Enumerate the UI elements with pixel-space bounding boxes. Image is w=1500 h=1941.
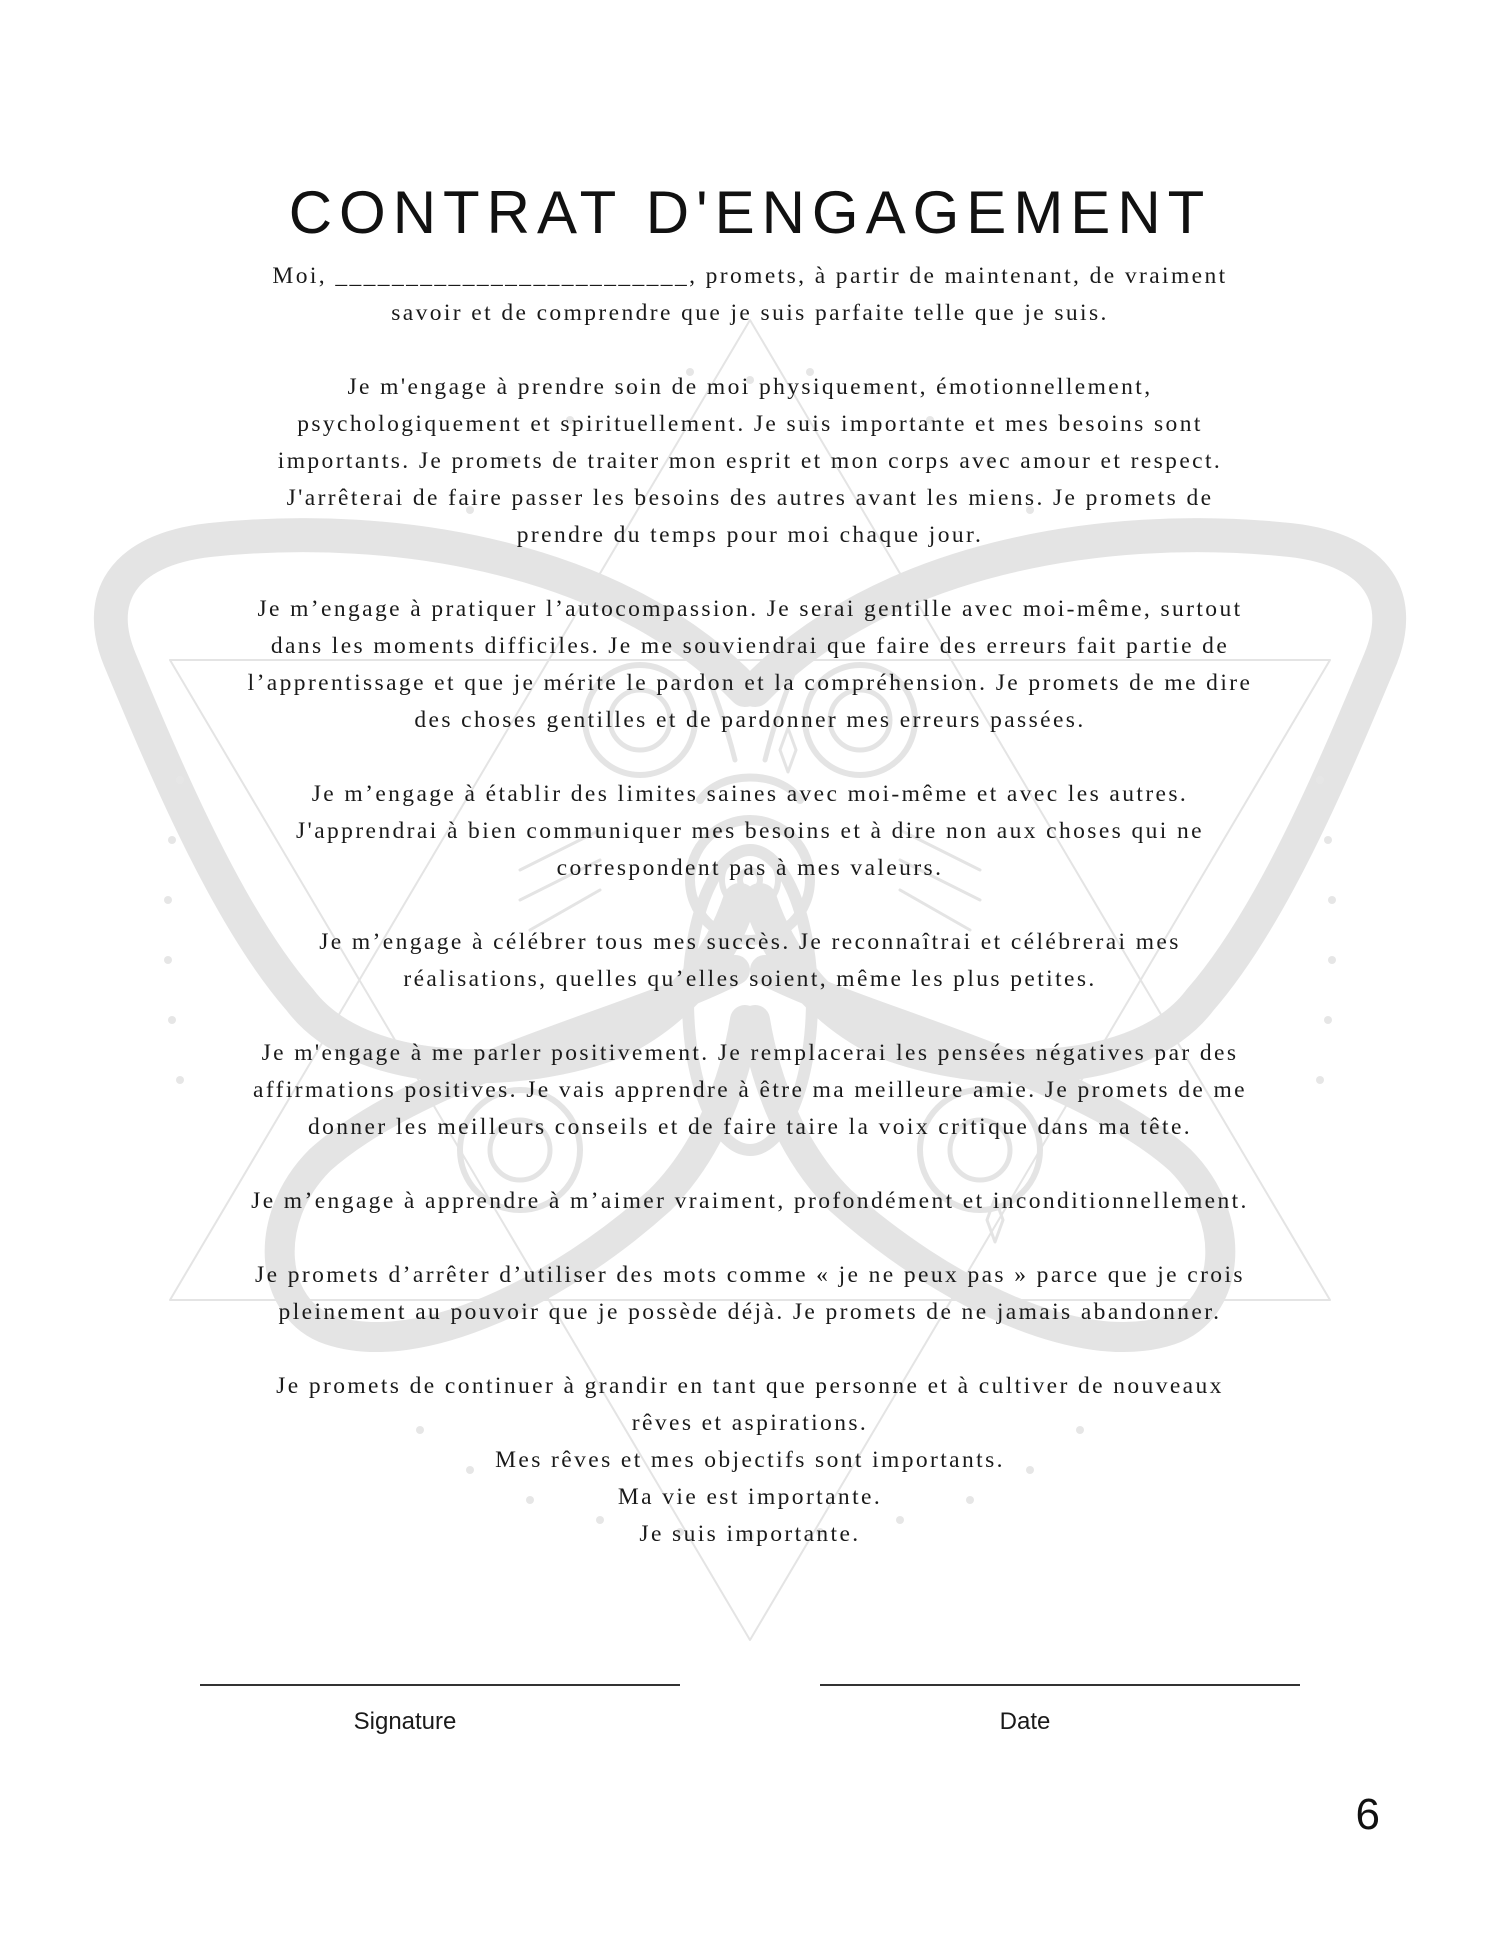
text-line: prendre du temps pour moi chaque jour.	[516, 522, 984, 548]
text-line: donner les meilleurs conseils et de faire taire la voix critique dans ma tête.	[307, 1114, 1193, 1140]
text-line: Moi, _________________________, promets, à partir de maintenant, de vraiment	[272, 263, 1228, 289]
text-line: Je m’engage à pratiquer l’autocompassion. Je serai gentille avec moi-même, surtout	[257, 596, 1243, 622]
page-number: 6	[1355, 1790, 1380, 1839]
text-line: Je promets d’arrêter d’utiliser des mots comme « je ne peux pas » parce que je crois	[255, 1262, 1245, 1288]
text-line: importants. Je promets de traiter mon esprit et mon corps avec amour et respect.	[277, 448, 1223, 474]
contract-body	[150, 258, 1350, 1553]
text-line: Ma vie est importante.	[617, 1484, 883, 1510]
date-line[interactable]	[820, 1684, 1300, 1686]
signature-line[interactable]	[200, 1684, 680, 1686]
text-line: J'apprendrai à bien communiquer mes besoins et à dire non aux choses qui ne	[296, 818, 1204, 844]
paragraph-belief	[150, 1257, 1350, 1331]
text-line: Je m’engage à célébrer tous mes succès. Je reconnaîtrai et célébrerai mes	[319, 929, 1181, 955]
paragraph-positive-talk	[150, 1035, 1350, 1146]
paragraph-celebrate	[150, 924, 1350, 998]
text-line: Je suis importante.	[639, 1521, 861, 1547]
text-line: psychologiquement et spirituellement. Je suis importante et mes besoins sont	[297, 411, 1203, 437]
text-line: Je m'engage à me parler positivement. Je remplacerai les pensées négatives par des	[261, 1040, 1239, 1066]
paragraph-growth	[150, 1368, 1350, 1553]
text-line: rêves et aspirations.	[631, 1410, 869, 1436]
text-line: Je m’engage à établir des limites saines avec moi-même et avec les autres.	[311, 781, 1189, 807]
paragraph-self-love	[150, 1183, 1350, 1220]
text-line: affirmations positives. Je vais apprendre à être ma meilleure amie. Je promets de me	[252, 1077, 1247, 1103]
page-title: CONTRAT D'ENGAGEMENT	[288, 179, 1212, 246]
text-line: l’apprentissage et que je mérite le pardon et la compréhension. Je promets de me dire	[247, 670, 1253, 696]
text-line: dans les moments difficiles. Je me souviendrai que faire des erreurs fait partie de	[270, 633, 1230, 659]
signature-label: Signature	[353, 1708, 457, 1735]
paragraph-intro	[150, 258, 1350, 332]
paragraph-self-compassion	[150, 591, 1350, 739]
text-line: Mes rêves et mes objectifs sont importants.	[495, 1447, 1005, 1473]
text-line: réalisations, quelles qu’elles soient, même les plus petites.	[403, 966, 1097, 992]
paragraph-self-care	[150, 369, 1350, 554]
text-line: correspondent pas à mes valeurs.	[556, 855, 944, 881]
text-line: pleinement au pouvoir que je possède déjà. Je promets de ne jamais abandonner.	[278, 1299, 1222, 1325]
text-line: J'arrêterai de faire passer les besoins des autres avant les miens. Je promets de	[286, 485, 1214, 511]
text-line: savoir et de comprendre que je suis parfaite telle que je suis.	[391, 300, 1109, 326]
text-line: Je m’engage à apprendre à m’aimer vraiment, profondément et inconditionnellement.	[251, 1188, 1249, 1214]
date-label: Date	[999, 1708, 1051, 1735]
text-line: Je promets de continuer à grandir en tant que personne et à cultiver de nouveaux	[276, 1373, 1224, 1399]
paragraph-boundaries	[150, 776, 1350, 887]
text-line: des choses gentilles et de pardonner mes erreurs passées.	[414, 707, 1086, 733]
text-line: Je m'engage à prendre soin de moi physiquement, émotionnellement,	[347, 374, 1153, 400]
